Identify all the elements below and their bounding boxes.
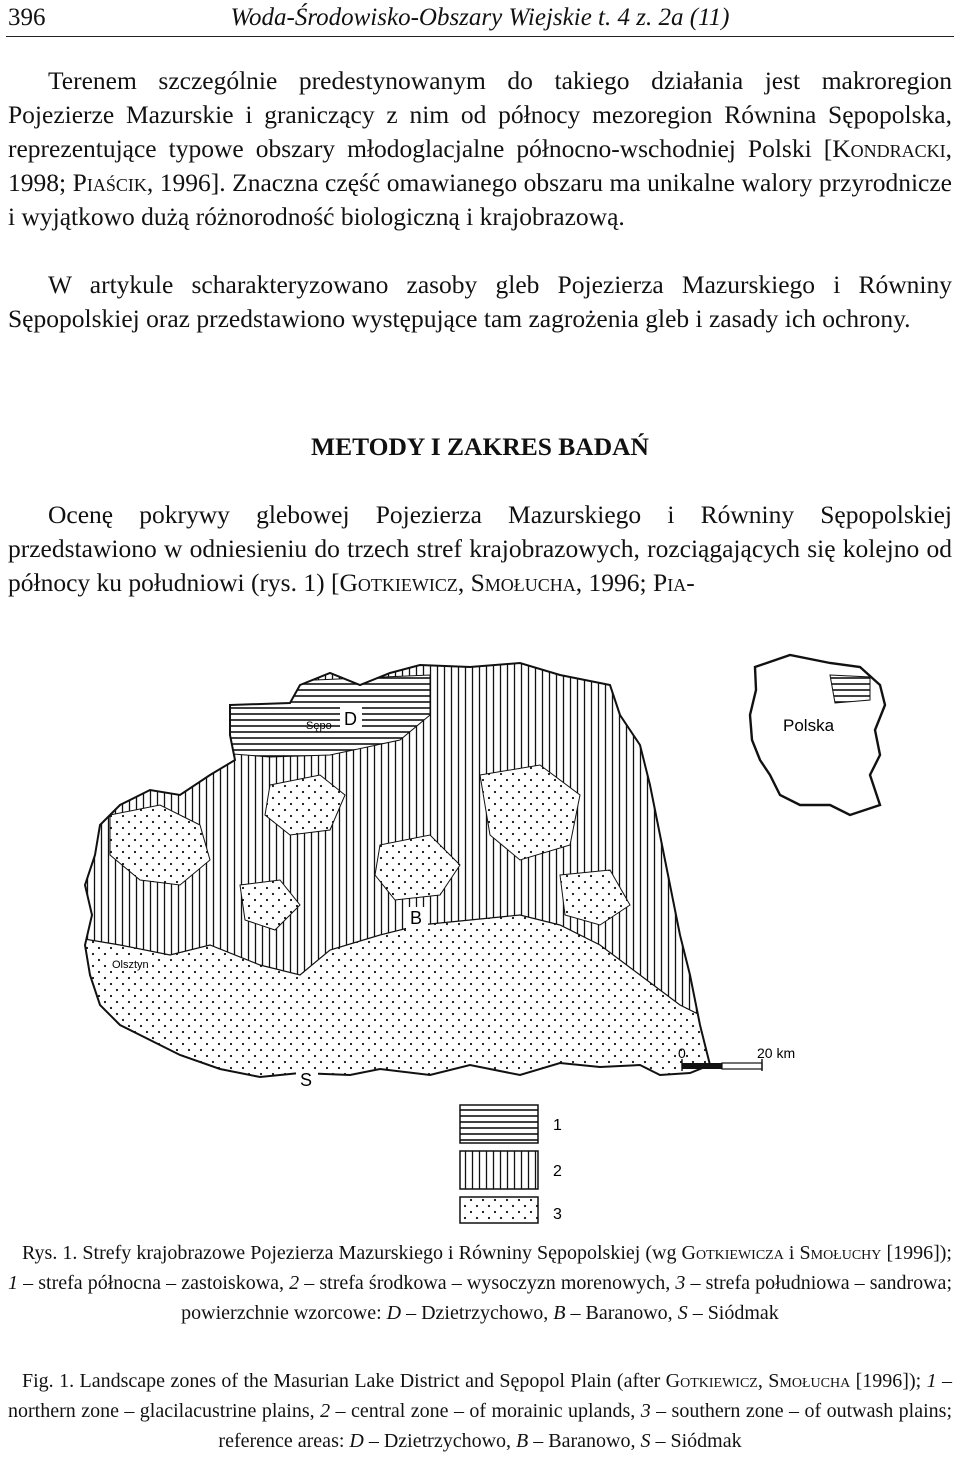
intro-paragraph-2: W artykule scharakteryzowano zasoby gleb Pojezierza Mazurskiego i Równiny Sępopolskiej oraz przedstawiono występujące tam zagrożenia gleb i zasady ich ochrony. [8,270,952,333]
section-heading: METODY I ZAKRES BADAŃ [311,432,649,461]
legend-label-2: 2 [553,1163,562,1180]
town-label-north: Sępo [306,720,332,732]
poland-inset-map [750,655,885,815]
journal-title: Woda-Środowisko-Obszary Wiejskie t. 4 z. 2a (11) [230,4,730,31]
town-label-south: Olsztyn [112,959,149,971]
reference-area-d-label: D [344,709,357,729]
landscape-zones-map [0,645,960,1225]
citation-author: Gotkiewicz [339,568,458,597]
figure-caption-polish: Rys. 1. Strefy krajobrazowe Pojezierza Mazurskiego i Równiny Sępopolskiej (wg Gotkiewicza i Smołuchy [1996]); 1 – strefa północna – zastoiskowa, 2 – strefa środkowa – wysoczyzn morenowych, 3 – strefa południowa – sandrowa; powierzchnie wzorcowe: D – Dzietrzychowo, B – Baranowo, S – Siódmak [8,1242,952,1324]
svg-text:20 km: 20 km [757,1045,796,1061]
intro-paragraph-1: Terenem szczególnie predestynowanym do takiego działania jest makroregion Pojezierze Mazurskie i graniczący z nim od północy mezoregion Równina Sępopolska, reprezentujące typowe obszary młodoglacjalne północno-wschodniej Polski [Kondracki, 1998; Piaścik, 1996]. Znaczna część omawianego obszaru ma unikalne walory przyrodnicze i wyjątkowo dużą różnorodność biologiczną i krajobrazową. [8,66,952,231]
reference-area-b-label: B [410,908,423,928]
svg-text:0: 0 [678,1045,686,1061]
legend-label-3: 3 [553,1206,562,1223]
legend-swatch-2 [460,1151,538,1189]
citation-author: Pia- [653,568,695,597]
figure-caption-english: Fig. 1. Landscape zones of the Masurian Lake District and Sępopol Plain (after Gotkiewicz, Smołucha [1996]); 1 – northern zone – glacilacustrine plains, 2 – central zone – of morainic uplands, 3 – southern zone – of outwash plains; reference areas: D – Dzietrzychowo, B – Baranowo, S – Siódmak [8,1370,953,1452]
citation-author: Piaścik [72,168,147,197]
methods-paragraph: Ocenę pokrywy glebowej Pojezierza Mazurskiego i Równiny Sępopolskiej przedstawiono w odniesieniu do trzech stref krajobrazowych, rozciągających się kolejno od północy ku południowi (rys. 1) [Gotkiewicz, Smołucha, 1996; Pia- [8,500,952,597]
legend-swatch-3 [460,1197,538,1223]
legend-swatch-1 [460,1105,538,1143]
citation-author: Smołucha [470,568,576,597]
page-number: 396 [8,4,46,31]
running-header [6,0,954,37]
citation-author: Kondracki [832,134,946,163]
reference-area-s-label: S [300,1070,313,1090]
legend-label-1: 1 [553,1117,562,1134]
map-legend [460,1105,562,1223]
inset-label-polska: Polska [783,716,835,735]
